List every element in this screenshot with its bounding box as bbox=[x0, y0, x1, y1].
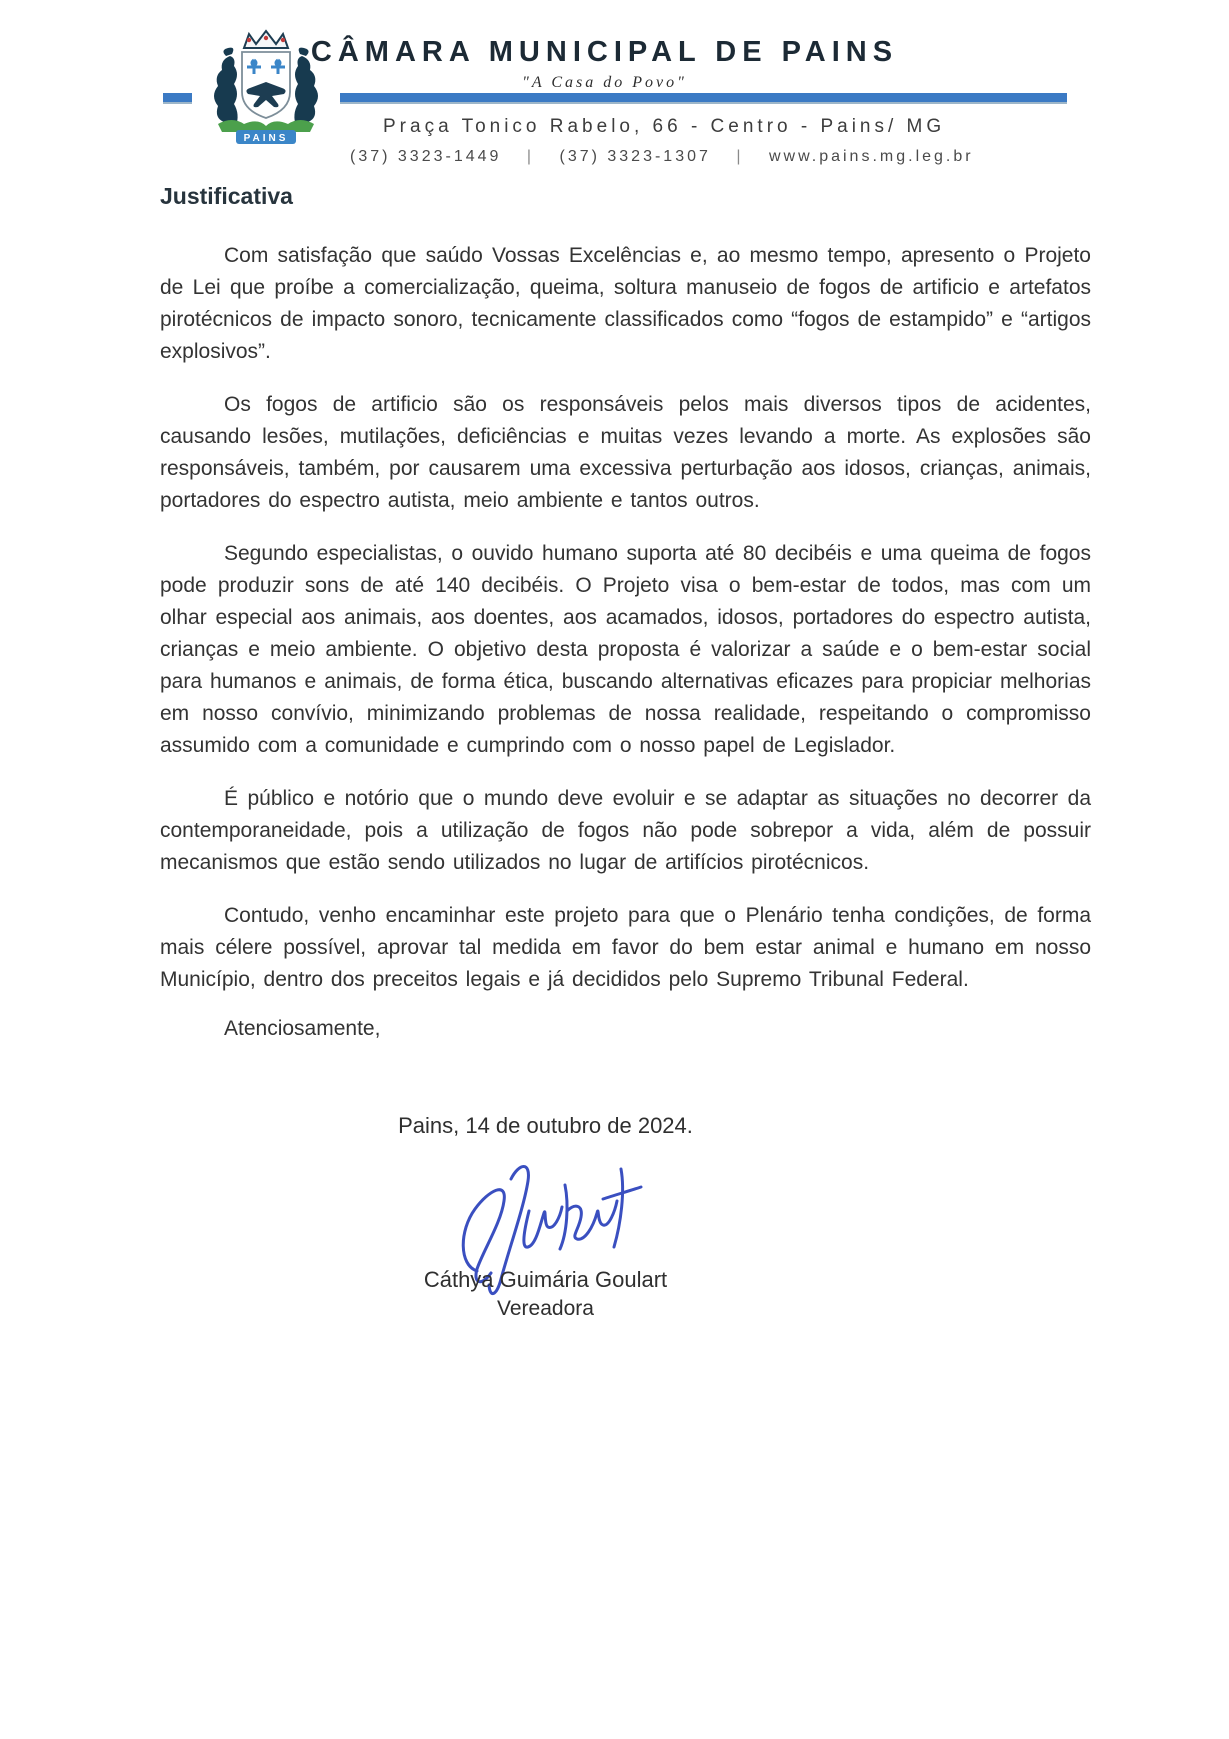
signer-name: Cáthya Guimária Goulart bbox=[423, 1267, 668, 1292]
logo-banner-text: PAINS bbox=[243, 133, 289, 144]
paragraph-2: Os fogos de artificio são os responsáveis pelos mais diversos tipos de acidentes, causando lesões, mutilações, deficiências e muitas vezes levando a morte. As explosões são responsáveis, também, por causarem uma excessiva perturbação aos idosos, crianças, animais, portadores do espectro autista, meio ambiente e tantos outros. bbox=[160, 393, 1091, 512]
dateline: Pains, 14 de outubro de 2024. bbox=[398, 1113, 693, 1138]
letter-body bbox=[160, 183, 1091, 1321]
org-address: Praça Tonico Rabelo, 66 - Centro - Pains/ MG bbox=[383, 116, 946, 137]
org-tagline: "A Casa do Povo" bbox=[522, 74, 687, 91]
contact-separator: | bbox=[526, 148, 535, 165]
phone-2: (37) 3323-1307 bbox=[559, 148, 711, 165]
paragraph-1: Com satisfação que saúdo Vossas Excelências e, ao mesmo tempo, apresento o Projeto de Lei que proíbe a comercialização, queima, soltura manuseio de fogos de artificio e artefatos pirotécnicos de impacto sonoro, tecnicamente classificados como “fogos de estampido” e “artigos explosivos”. bbox=[160, 244, 1091, 363]
contact-separator: | bbox=[736, 148, 744, 165]
org-contact bbox=[350, 148, 974, 166]
paragraph-3: Segundo especialistas, o ouvido humano suporta até 80 decibéis e uma queima de fogos pode produzir sons de até 140 decibéis. O Projeto visa o bem-estar de todos, mas com um olhar especial aos animais, aos doentes, aos acamados, idosos, portadores do espectro autista, crianças e meio ambiente. O objetivo desta proposta é valorizar a saúde e o bem-estar social para humanos e animais, de forma ética, buscando alternativas eficazes para propiciar melhorias em nosso convívio, minimizando problemas de nossa realidade, respeitando o compromisso assumido com a comunidade e cumprindo com o nosso papel de Legislador. bbox=[160, 542, 1091, 757]
org-name: CÂMARA MUNICIPAL DE PAINS bbox=[310, 36, 899, 68]
website-text: www.pains.mg.leg.br bbox=[768, 148, 974, 165]
paragraph-5: Contudo, venho encaminhar este projeto para que o Plenário tenha condições, de forma mais célere possível, aprovar tal medida em favor do bem estar animal e humano em nosso Município, dentro dos preceitos legais e já decididos pelo Supremo Tribunal Federal. bbox=[160, 904, 1091, 991]
document-title: Justificativa bbox=[160, 183, 293, 209]
closing-salutation: Atenciosamente, bbox=[224, 1017, 381, 1040]
phone-1: (37) 3323-1449 bbox=[350, 148, 502, 165]
signer-role: Vereadora bbox=[497, 1297, 594, 1320]
signature-block bbox=[160, 1113, 931, 1321]
paragraph-4: É público e notório que o mundo deve evoluir e se adaptar as situações no decorrer da contemporaneidade, pois a utilização de fogos não pode sobrepor a vida, além de possuir mecanismos que estão sendo utilizados no lugar de artifícios pirotécnicos. bbox=[160, 787, 1091, 874]
letterhead bbox=[0, 0, 1229, 175]
